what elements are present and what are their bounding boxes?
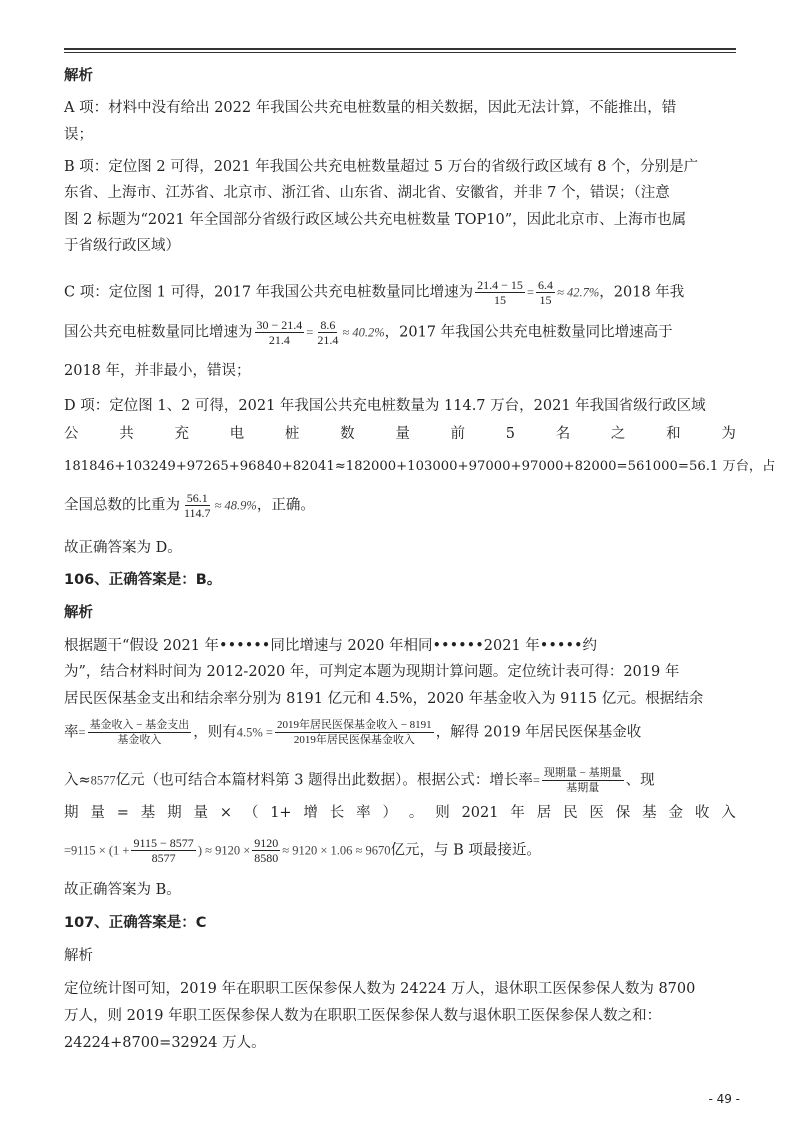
- q105-option-d-line2: [64, 424, 736, 445]
- justified-word: 量: [193, 805, 208, 821]
- q107-line1: 定位统计图可知，2019 年在职职工医保参保人数为 24224 万人，退休职工医保参保人数为 8700: [64, 981, 696, 997]
- fraction: $\frac{\text{2019年居民医保基金收入 − 8191}}{\text{2019年居民医保基金收入}}$: [276, 719, 432, 746]
- justified-word: 共: [119, 426, 134, 442]
- q106-title: 106、正确答案是：B。: [64, 572, 222, 588]
- justified-word: 基: [140, 805, 156, 821]
- q105-option-a-line2: 误；: [64, 127, 93, 143]
- justified-word: 医: [589, 805, 604, 821]
- justified-word: 率: [356, 805, 371, 821]
- fraction: $\frac{30 - 21.4}{21.4}$: [256, 318, 303, 347]
- header-rule-thick: [64, 48, 736, 50]
- q106-line2: 为”，结合材料时间为 2012-2020 年，可判定本题为现期计算问题。定位统计表可得：2019 年: [64, 664, 680, 680]
- q106-line4: 率= $\frac{\text{基金收入 − 基金支出}}{\text{基金收入}}$ ，则有4.5% = $\frac{\text{2019年居民医保基金收入 − 8191}}{\text{2019年居民医保基金收入}}$ ，解得 2019 年居民医保基金收: [64, 719, 642, 746]
- q107-line3: 24224+8700=32924 万人。: [64, 1035, 266, 1051]
- q105-option-b-line3: 图 2 标题为“2021 年全国部分省级行政区域公共充电桩数量 TOP10”，因此北京市、上海市也属: [64, 212, 687, 228]
- q105-option-d-line3: 181846+103249+97265+96840+82041≈182000+103000+97000+97000+82000=561000=56.1 万台，占: [64, 459, 776, 474]
- justified-word: 民: [563, 805, 578, 821]
- justified-word: 桩: [284, 426, 300, 442]
- justified-word: 1+: [270, 805, 292, 821]
- justified-word: 2021: [461, 805, 499, 821]
- justified-word: ）: [382, 805, 397, 821]
- justified-word: 前: [450, 426, 466, 442]
- justified-word: 为: [721, 426, 736, 442]
- fraction: $\frac{56.1}{114.7}$: [184, 491, 211, 520]
- fraction: $\frac{9120}{8580}$: [254, 836, 279, 865]
- fraction: $\frac{8.6}{21.4}$: [317, 318, 339, 347]
- justified-word: 期: [167, 805, 182, 821]
- fraction: $\frac{21.4 - 15}{15}$: [477, 278, 523, 307]
- fraction: $\frac{9115 - 8577}{8577}$: [133, 836, 194, 865]
- q105-conclusion: 故正确答案为 D。: [64, 540, 182, 556]
- fraction: $\frac{\text{基金收入 − 基金支出}}{\text{基金收入}}$: [89, 719, 190, 746]
- q105-option-c-line1: C 项：定位图 1 可得，2017 年我国公共充电桩数量同比增速为 $\frac{21.4 - 15}{15}$ = $\frac{6.4}{15}$ ≈ 42.7%，2018 年我: [64, 278, 685, 307]
- q106-analysis-label: 解析: [64, 605, 93, 621]
- justified-word: 。: [408, 805, 424, 821]
- justified-word: 则: [435, 805, 450, 821]
- fraction: $\frac{\text{现期量 − 基期量}}{\text{基期量}}$: [543, 767, 622, 794]
- justified-word: 5: [505, 426, 515, 442]
- justified-word: 量: [395, 426, 410, 442]
- q105-option-c-line2: 国公共充电桩数量同比增速为 $\frac{30 - 21.4}{21.4}$ = $\frac{8.6}{21.4}$ ≈ 40.2%，2017 年我国公共充电桩数量同比增速高于: [64, 318, 673, 347]
- justified-word: 居: [536, 805, 552, 821]
- page-number: - 49 -: [708, 1092, 740, 1106]
- justified-word: 名: [555, 426, 571, 442]
- justified-word: 数: [340, 426, 355, 442]
- q105-option-b-line4: 于省级行政区域）: [64, 238, 180, 254]
- justified-word: 充: [174, 426, 189, 442]
- justified-word: ×: [219, 805, 232, 821]
- q106-line1: 根据题干“假设 2021 年••••••同比增速与 2020 年相同••••••2021 年•••••约: [64, 638, 598, 654]
- q107-line2: 万人，则 2019 年职工医保参保人数为在职职工医保参保人数与退休职工医保参保人数之和：: [64, 1008, 662, 1024]
- justified-word: 入: [721, 805, 736, 821]
- justified-word: 之: [610, 426, 626, 442]
- q107-title: 107、正确答案是：C: [64, 915, 207, 931]
- justified-word: 量: [90, 805, 105, 821]
- justified-word: 保: [615, 805, 631, 821]
- justified-word: 增: [303, 805, 318, 821]
- justified-word: 和: [666, 426, 681, 442]
- justified-word: 长: [329, 805, 345, 821]
- q105-option-d-line1: D 项：定位图 1、2 可得，2021 年我国公共充电桩数量为 114.7 万台，2021 年我国省级行政区域: [64, 398, 706, 414]
- q106-line6: [64, 803, 736, 824]
- q106-line7: =9115 × (1 + $\frac{9115 - 8577}{8577}$ ) ≈ 9120 × $\frac{9120}{8580}$ ≈ 9120 × 1.06 ≈ 9670亿元，与 B 项最接近。: [64, 836, 541, 865]
- justified-word: 期: [64, 805, 79, 821]
- q106-conclusion: 故正确答案为 B。: [64, 882, 181, 898]
- justified-word: （: [243, 805, 259, 821]
- justified-word: =: [116, 805, 129, 821]
- q105-option-d-line4: 全国总数的比重为 $\frac{56.1}{114.7}$ ≈ 48.9%，正确。: [64, 491, 315, 520]
- justified-word: 基: [642, 805, 657, 821]
- justified-word: 电: [229, 426, 245, 442]
- justified-word: 年: [510, 805, 525, 821]
- header-rule-thin: [64, 52, 736, 53]
- q106-line3: 居民医保基金支出和结余率分别为 8191 亿元和 4.5%，2020 年基金收入为 9115 亿元。根据结余: [64, 691, 704, 707]
- justified-word: 公: [64, 426, 79, 442]
- q105-option-a-line1: A 项：材料中没有给出 2022 年我国公共充电桩数量的相关数据，因此无法计算，不能推出，错: [64, 100, 677, 116]
- fraction: $\frac{6.4}{15}$: [538, 278, 553, 307]
- justified-word: 收: [694, 805, 710, 821]
- q105-option-b-line2: 东省、上海市、江苏省、北京市、浙江省、山东省、湖北省、安徽省，并非 7 个，错误；（注意: [64, 185, 670, 201]
- justified-word: 金: [668, 805, 683, 821]
- q105-option-b-line1: B 项：定位图 2 可得，2021 年我国公共充电桩数量超过 5 万台的省级行政区域有 8 个，分别是广: [64, 159, 699, 175]
- q106-line5: 入≈8577亿元（也可结合本篇材料第 3 题得出此数据）。根据公式：增长率= $\frac{\text{现期量 − 基期量}}{\text{基期量}}$ 、现: [64, 767, 655, 794]
- q105-option-c-line3: 2018 年，并非最小，错误；: [64, 363, 251, 379]
- q105-analysis-label: 解析: [64, 68, 93, 84]
- q107-analysis-label: 解析: [64, 948, 93, 964]
